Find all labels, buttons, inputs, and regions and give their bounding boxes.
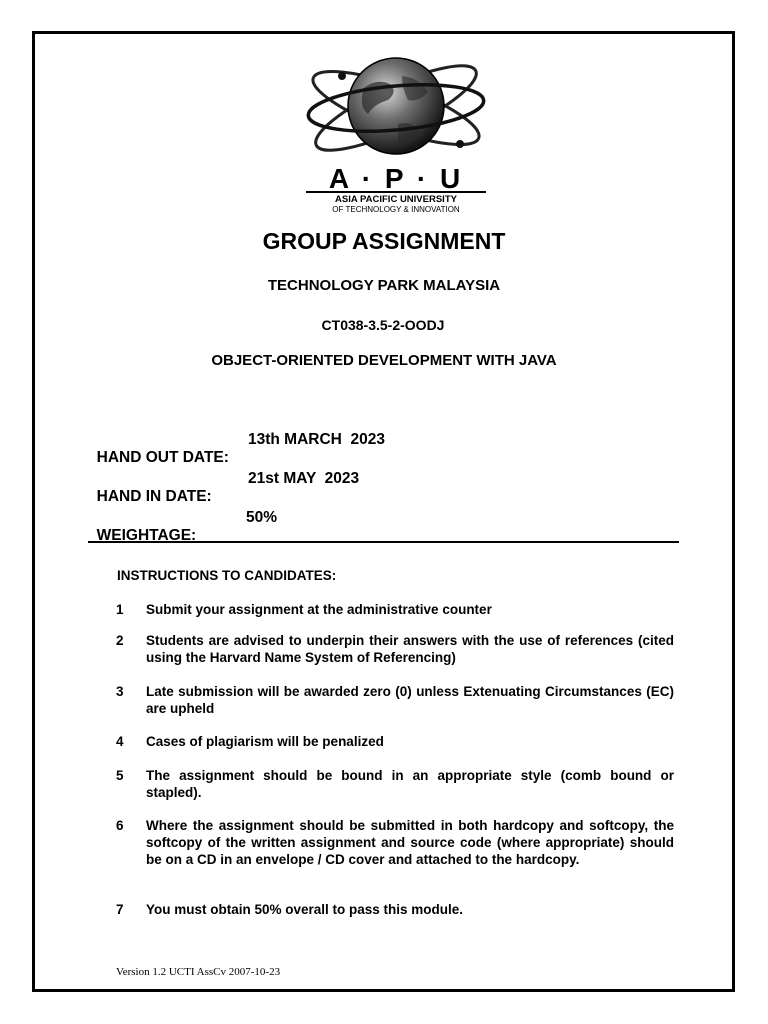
globe-icon [306, 51, 486, 165]
instruction-number: 3 [116, 684, 124, 699]
instruction-text: The assignment should be bound in an appropriate style (comb bound or stapled). [146, 768, 674, 800]
instruction-item [116, 601, 674, 618]
campus-name: TECHNOLOGY PARK MALAYSIA [267, 277, 501, 294]
instruction-item [116, 817, 674, 868]
instruction-text: Late submission will be awarded zero (0) unless Extenuating Circumstances (EC) are upheld [146, 684, 674, 716]
divider [88, 541, 679, 543]
instruction-item [116, 733, 674, 750]
hand-out-date-label: HAND OUT DATE: [96, 449, 229, 466]
svg-text:OF TECHNOLOGY & INNOVATION: OF TECHNOLOGY & INNOVATION [332, 205, 460, 214]
instruction-text: You must obtain 50% overall to pass this module. [146, 902, 464, 917]
hand-in-date-value: 21st MAY 2023 [248, 470, 360, 487]
version-footer: Version 1.2 UCTI AssCv 2007-10-23 [116, 966, 281, 978]
svg-text:A · P · U: A · P · U [328, 163, 464, 194]
svg-text:ASIA PACIFIC UNIVERSITY: ASIA PACIFIC UNIVERSITY [335, 194, 457, 205]
instruction-text: Where the assignment should be submitted in both hardcopy and softcopy, the softcopy of the written assignment and source code (where appropriate) should be on a CD in an envelope / CD cover and attached to the hardcopy. [146, 818, 674, 867]
document-title: GROUP ASSIGNMENT [262, 228, 506, 254]
instruction-text: Students are advised to underpin their answers with the use of references (cited using the Harvard Name System of Referencing) [146, 633, 674, 665]
instruction-number: 2 [116, 633, 124, 648]
weightage-row [88, 509, 278, 563]
module-code: CT038-3.5-2-OODJ [321, 317, 445, 333]
weightage-label: WEIGHTAGE: [96, 527, 197, 544]
apu-logo [300, 46, 492, 216]
instruction-number: 6 [116, 818, 124, 833]
instruction-number: 7 [116, 902, 124, 917]
hand-out-date-value: 13th MARCH 2023 [248, 431, 385, 448]
instruction-text: Cases of plagiarism will be penalized [146, 734, 384, 749]
instruction-number: 5 [116, 768, 124, 783]
weightage-value: 50% [246, 509, 278, 526]
instruction-number: 4 [116, 734, 124, 749]
instruction-item [116, 632, 674, 666]
instruction-text: Submit your assignment at the administrative counter [146, 602, 492, 617]
instruction-item [116, 767, 674, 801]
module-name: OBJECT-ORIENTED DEVELOPMENT WITH JAVA [211, 352, 557, 369]
hand-in-date-label: HAND IN DATE: [96, 488, 212, 505]
instructions-heading: INSTRUCTIONS TO CANDIDATES: [117, 568, 337, 583]
instruction-item [116, 901, 674, 918]
instruction-number: 1 [116, 602, 124, 617]
instruction-item [116, 683, 674, 717]
